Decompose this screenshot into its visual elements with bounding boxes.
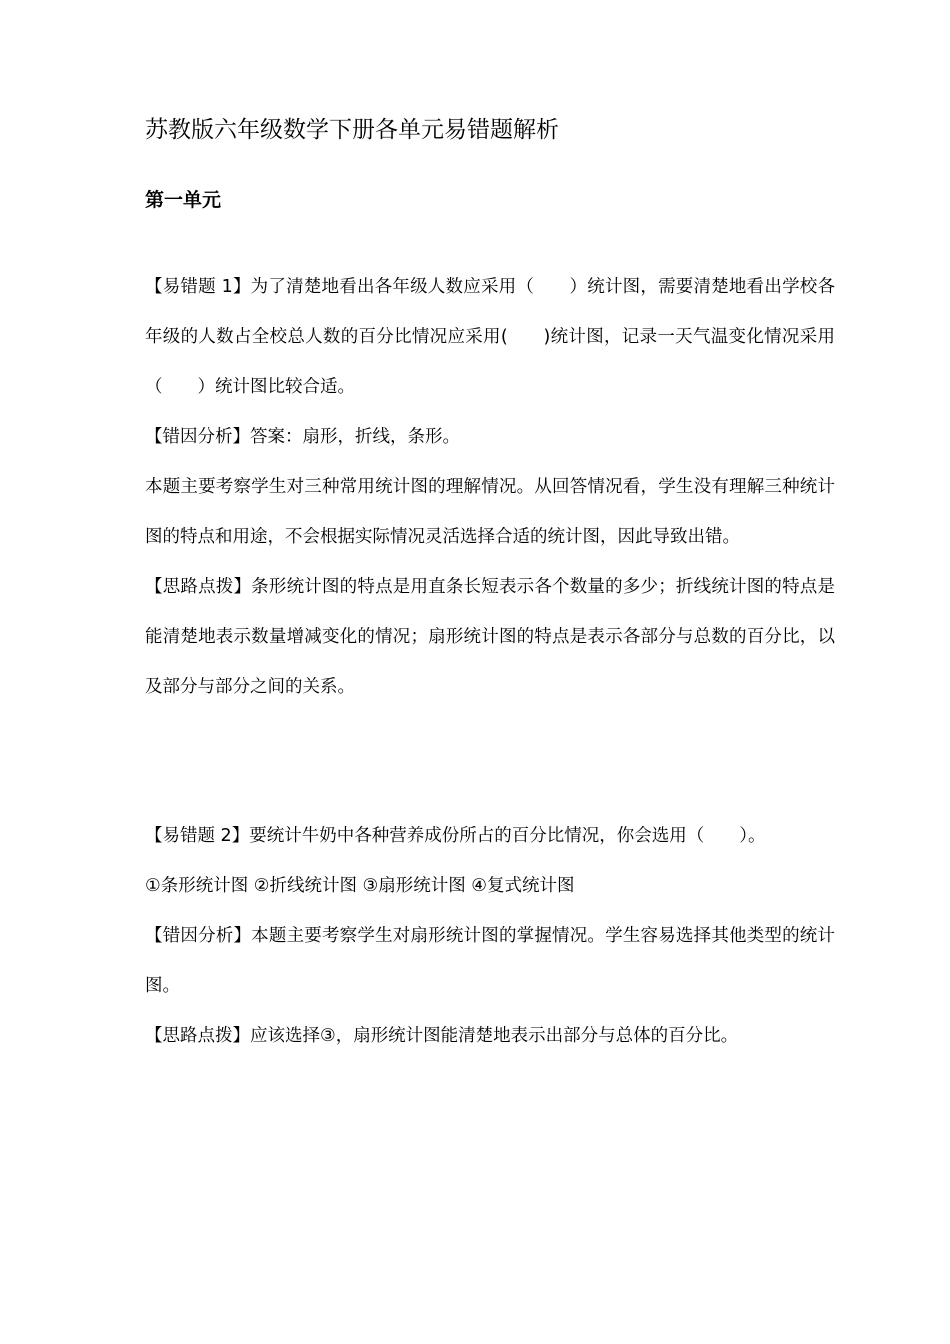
unit-title: 第一单元: [145, 189, 222, 211]
problem-1-error-detail: 本题主要考察学生对三种常用统计图的理解情况。从回答情况看，学生没有理解三种统计图的特点和用途，不会根据实际情况灵活选择合适的统计图，因此导致出错。: [145, 477, 835, 547]
problem-1-error-analysis: 【错因分析】答案：扇形，折线，条形。: [145, 427, 460, 447]
problem-2-options: ①条形统计图 ②折线统计图 ③扇形统计图 ④复式统计图: [145, 876, 575, 896]
document-title: 苏教版六年级数学下册各单元易错题解析: [145, 117, 559, 143]
problem-2-question: 【易错题 2】要统计牛奶中各种营养成份所占的百分比情况，你会选用（ ）。: [145, 826, 766, 846]
problem-2-section: [145, 811, 835, 1061]
problem-1-hint: 【思路点拨】条形统计图的特点是用直条长短表示各个数量的多少；折线统计图的特点是能清楚地表示数量增减变化的情况；扇形统计图的特点是表示各部分与总数的百分比，以及部分与部分之间的关系。: [145, 577, 835, 697]
problem-2-hint: 【思路点拨】应该选择③，扇形统计图能清楚地表示出部分与总体的百分比。: [145, 1026, 739, 1046]
problem-1-question: 【易错题 1】为了清楚地看出各年级人数应采用（ ）统计图，需要清楚地看出学校各年级的人数占全校总人数的百分比情况应采用( )统计图，记录一天气温变化情况采用（ ）统计图比较合适。: [145, 277, 835, 397]
problem-1-section: [145, 262, 835, 712]
problem-2-error-analysis: 【错因分析】本题主要考察学生对扇形统计图的掌握情况。学生容易选择其他类型的统计图。: [145, 926, 835, 996]
